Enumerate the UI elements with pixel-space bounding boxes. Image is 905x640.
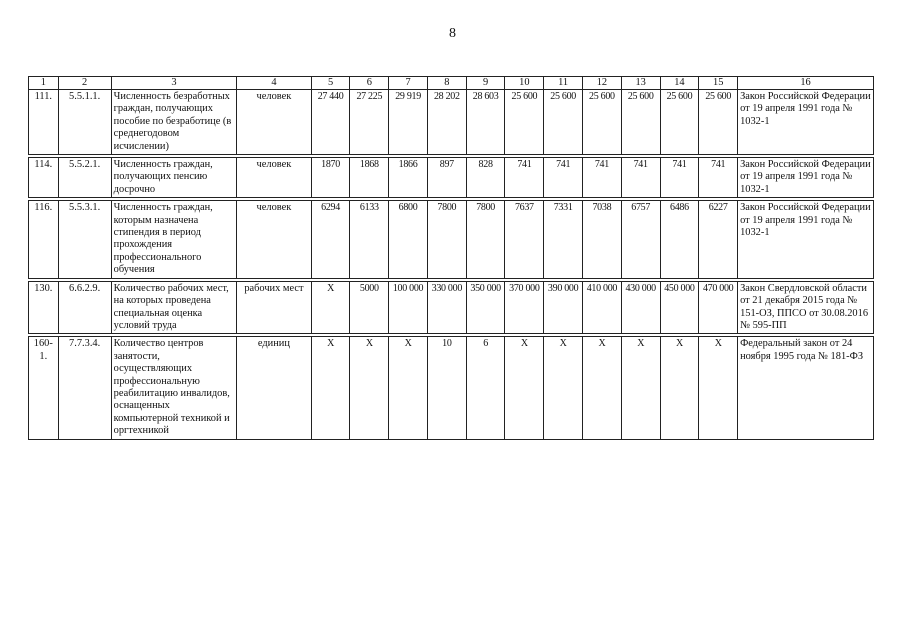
legal-basis: Федеральный закон от 24 ноября 1995 года № 181-ФЗ [738, 337, 874, 439]
value-cell: X [699, 337, 738, 439]
unit: единиц [237, 337, 311, 439]
value-cell: 100 000 [389, 281, 428, 334]
value-cell: 410 000 [583, 281, 622, 334]
value-cell: 370 000 [505, 281, 544, 334]
header-row [29, 77, 874, 90]
value-cell: 25 600 [621, 90, 660, 155]
value-cell: 741 [699, 158, 738, 198]
value-cell: X [311, 337, 350, 439]
value-cell: 7637 [505, 201, 544, 278]
indicators-table [28, 76, 874, 440]
value-cell: 1866 [389, 158, 428, 198]
value-cell: X [311, 281, 350, 334]
header-cell: 2 [58, 77, 111, 90]
header-cell: 15 [699, 77, 738, 90]
header-cell: 16 [738, 77, 874, 90]
header-cell: 8 [427, 77, 466, 90]
value-cell: 6757 [621, 201, 660, 278]
value-cell: X [621, 337, 660, 439]
value-cell: X [350, 337, 389, 439]
value-cell: 6294 [311, 201, 350, 278]
header-cell: 5 [311, 77, 350, 90]
value-cell: 450 000 [660, 281, 699, 334]
value-cell: 741 [544, 158, 583, 198]
row-number: 114. [29, 158, 59, 198]
value-cell: 430 000 [621, 281, 660, 334]
unit: рабочих мест [237, 281, 311, 334]
header-cell: 3 [111, 77, 237, 90]
value-cell: 6 [466, 337, 505, 439]
value-cell: 25 600 [544, 90, 583, 155]
value-cell: 25 600 [583, 90, 622, 155]
value-cell: 470 000 [699, 281, 738, 334]
value-cell: 1870 [311, 158, 350, 198]
value-cell: 7800 [427, 201, 466, 278]
value-cell: 828 [466, 158, 505, 198]
header-cell: 11 [544, 77, 583, 90]
header-cell: 9 [466, 77, 505, 90]
value-cell: 7038 [583, 201, 622, 278]
unit: человек [237, 201, 311, 278]
table-row [29, 90, 874, 155]
indicator-name: Количество рабочих мест, на которых проведена специальная оценка условий труда [111, 281, 237, 334]
page-number: 8 [449, 26, 456, 41]
value-cell: 25 600 [660, 90, 699, 155]
row-number: 130. [29, 281, 59, 334]
table-row [29, 337, 874, 439]
value-cell: 897 [427, 158, 466, 198]
value-cell: 25 600 [699, 90, 738, 155]
row-number: 160-1. [29, 337, 59, 439]
header-cell: 1 [29, 77, 59, 90]
value-cell: 741 [660, 158, 699, 198]
header-cell: 4 [237, 77, 311, 90]
row-code: 5.5.3.1. [58, 201, 111, 278]
indicator-name: Количество центров занятости, осуществляющих профессиональную реабилитацию инвалидов, оснащенных компьютерной техникой и оргтехникой [111, 337, 237, 439]
value-cell: 7800 [466, 201, 505, 278]
value-cell: 28 603 [466, 90, 505, 155]
value-cell: 1868 [350, 158, 389, 198]
header-cell: 12 [583, 77, 622, 90]
header-cell: 14 [660, 77, 699, 90]
value-cell: 330 000 [427, 281, 466, 334]
header-cell: 6 [350, 77, 389, 90]
table-row [29, 281, 874, 334]
value-cell: 25 600 [505, 90, 544, 155]
value-cell: 29 919 [389, 90, 428, 155]
legal-basis: Закон Свердловской области от 21 декабря 2015 года № 151-ОЗ, ППСО от 30.08.2016 № 595-ПП [738, 281, 874, 334]
legal-basis: Закон Российской Федерации от 19 апреля 1991 года № 1032-1 [738, 158, 874, 198]
indicator-name: Численность граждан, которым назначена стипендия в период прохождения профессионального обучения [111, 201, 237, 278]
table-row [29, 201, 874, 278]
unit: человек [237, 158, 311, 198]
value-cell: 350 000 [466, 281, 505, 334]
row-number: 111. [29, 90, 59, 155]
value-cell: 6486 [660, 201, 699, 278]
value-cell: 6227 [699, 201, 738, 278]
header-cell: 10 [505, 77, 544, 90]
header-cell: 13 [621, 77, 660, 90]
value-cell: 741 [505, 158, 544, 198]
legal-basis: Закон Российской Федерации от 19 апреля 1991 года № 1032-1 [738, 201, 874, 278]
value-cell: X [660, 337, 699, 439]
value-cell: 741 [583, 158, 622, 198]
value-cell: 10 [427, 337, 466, 439]
value-cell: 27 440 [311, 90, 350, 155]
indicator-name: Численность граждан, получающих пенсию досрочно [111, 158, 237, 198]
value-cell: 7331 [544, 201, 583, 278]
value-cell: 28 202 [427, 90, 466, 155]
value-cell: 390 000 [544, 281, 583, 334]
value-cell: X [505, 337, 544, 439]
table-row [29, 158, 874, 198]
header-cell: 7 [389, 77, 428, 90]
row-code: 6.6.2.9. [58, 281, 111, 334]
value-cell: X [544, 337, 583, 439]
value-cell: X [583, 337, 622, 439]
value-cell: 27 225 [350, 90, 389, 155]
row-code: 5.5.1.1. [58, 90, 111, 155]
indicator-name: Численность безработных граждан, получающих пособие по безработице (в среднегодовом исчислении) [111, 90, 237, 155]
row-number: 116. [29, 201, 59, 278]
value-cell: X [389, 337, 428, 439]
legal-basis: Закон Российской Федерации от 19 апреля 1991 года № 1032-1 [738, 90, 874, 155]
value-cell: 6133 [350, 201, 389, 278]
value-cell: 5000 [350, 281, 389, 334]
row-code: 5.5.2.1. [58, 158, 111, 198]
value-cell: 6800 [389, 201, 428, 278]
row-code: 7.7.3.4. [58, 337, 111, 439]
unit: человек [237, 90, 311, 155]
value-cell: 741 [621, 158, 660, 198]
